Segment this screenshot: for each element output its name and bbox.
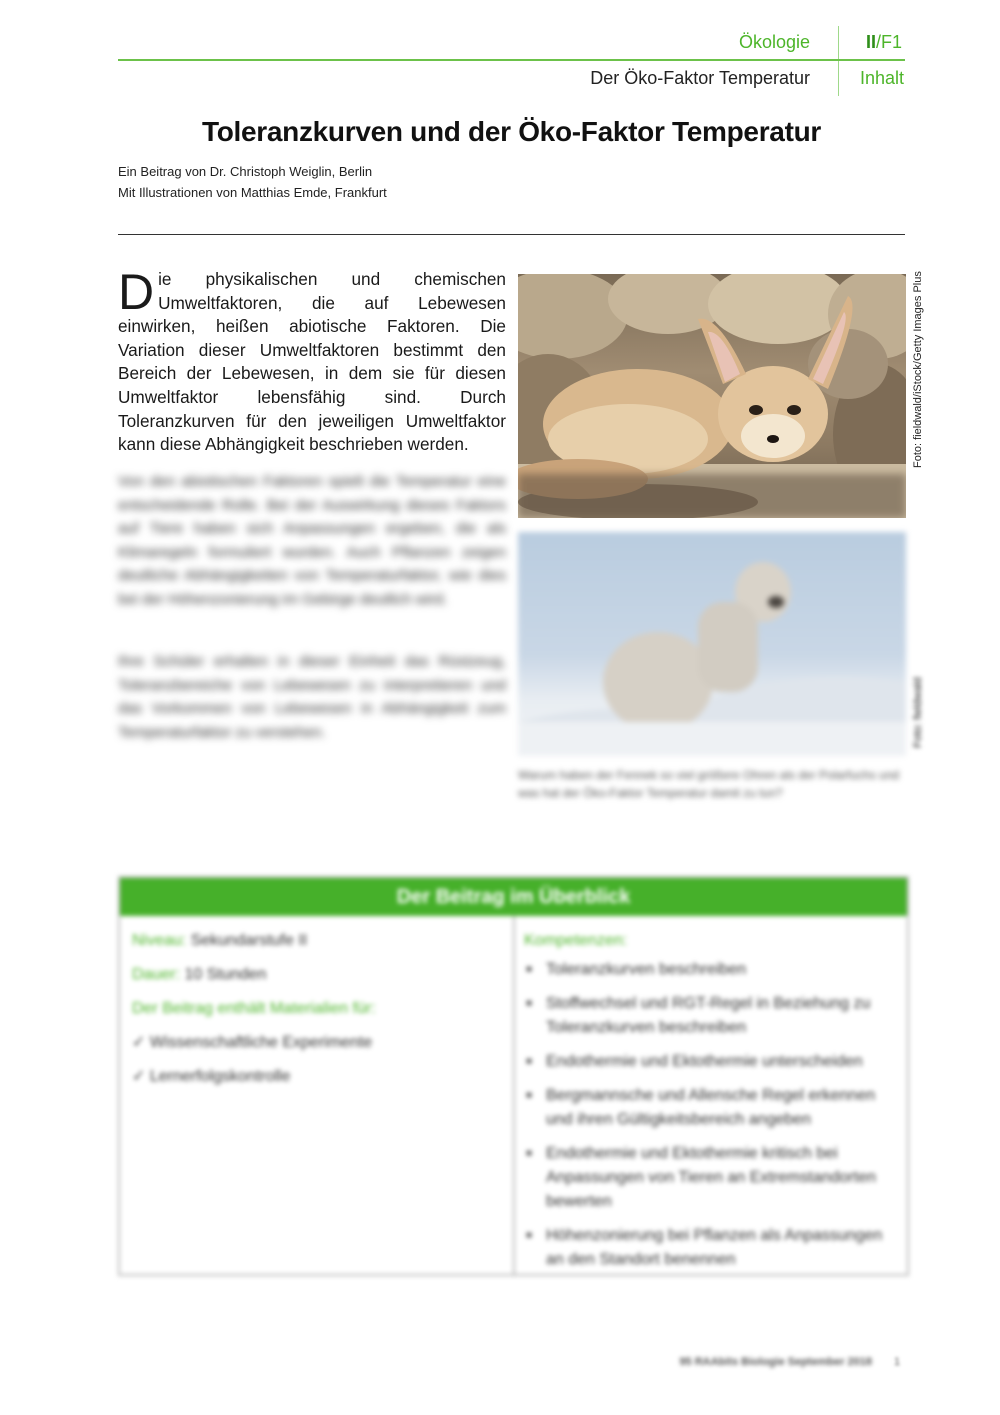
kompetenz-item: ■ Bergmannsche und Allensche Regel erkennen und ihren Gültigkeitsbereich angeben: [524, 1084, 896, 1132]
kompetenz-item: ■ Toleranzkurven beschreiben: [524, 958, 896, 982]
byline-author: Ein Beitrag von Dr. Christoph Weiglin, Berlin: [118, 164, 373, 179]
dauer-label: Dauer:: [132, 966, 181, 983]
page-number: 1: [894, 1356, 901, 1368]
header-separator-top: [838, 26, 839, 59]
fennec-fox-photo: [518, 274, 906, 518]
checkmark-icon: ✓: [132, 1034, 146, 1051]
header-category: Ökologie: [738, 32, 810, 52]
kompetenz-item: ■ Endothermie und Ektothermie kritisch bei Anpassungen von Tieren an Extremstandorten bewerten: [524, 1142, 896, 1214]
header-code-rest: /F1: [876, 32, 903, 52]
kompetenz-item: ■ Höhenzonierung bei Pflanzen als Anpassungen an den Standort benennen: [524, 1224, 896, 1272]
overview-left-column: [132, 924, 502, 1094]
intro-text: ie physikalischen und chemischen Umweltfaktoren, die auf Lebewesen einwirken, heißen abiotische Faktoren. Die Variation dieser Umweltfaktoren bestimmt den Bereich der Lebewesen, in dem sie für diesen Umweltfaktor lebensfähig sind. Durch Toleranzkurven für den jeweiligen Umweltfaktor kann diese Abhängigkeit beschrieben werden.: [118, 269, 506, 455]
photo-caption: Warum haben der Fennek so viel größere Ohren als der Polarfuchs und was hat der Öko-Faktor Temperatur damit zu tun?: [518, 768, 900, 800]
overview-right-column: [524, 924, 896, 1282]
photo-credit-1: Foto: fieldwald/iStock/Getty Images Plus: [912, 271, 924, 468]
title-rule: [118, 234, 905, 235]
niveau-row: [132, 924, 502, 958]
overview-box: [118, 876, 909, 1276]
dauer-row: [132, 958, 502, 992]
byline-illustrator: Mit Illustrationen von Matthias Emde, Frankfurt: [118, 185, 387, 200]
kompetenz-item: ■ Endothermie und Ektothermie unterscheiden: [524, 1050, 896, 1074]
header-separator-bottom: [838, 61, 839, 96]
page-title: Toleranzkurven und der Öko-Faktor Temperatur: [202, 116, 821, 147]
arctic-fox-photo: [518, 532, 906, 756]
kompetenz-item: ■ Stoffwechsel und RGT-Regel in Beziehung zu Toleranzkurven beschreiben: [524, 992, 896, 1040]
kompetenzen-label: Kompetenzen:: [524, 932, 628, 949]
dauer-value: 10 Stunden: [184, 966, 267, 983]
footer-text: 95 RAAbits Biologie September 2018: [679, 1356, 872, 1368]
overview-heading: Der Beitrag im Überblick: [120, 878, 907, 916]
arctic-fox-illustration: [518, 532, 906, 756]
header-code: [866, 32, 902, 53]
intro-paragraph: [118, 264, 506, 457]
body-paragraph-1: Von den abiotischen Faktoren spielt die Temperatur eine entscheidende Rolle. Bei der Auswirkung dieses Faktors auf Tiere haben sich Anpassungen ergeben, die als Klimaregeln formuliert wurden. Auch Pflanzen zeigen deutliche Abhängigkeiten von Temperaturfaktor, wie dies bei der Höhenzonierung im Gebirge deutlich wird.: [118, 473, 506, 608]
header-rule-top: [118, 59, 905, 61]
checkmark-icon: ✓: [132, 1068, 146, 1085]
overview-divider: [513, 916, 515, 1274]
fennec-fox-illustration: [518, 274, 906, 518]
header-inhalt: Inhalt: [860, 68, 905, 88]
header-code-roman: II: [866, 32, 877, 52]
drop-cap: D: [118, 264, 155, 320]
materials-label: Der Beitrag enthält Materialien für:: [132, 1000, 376, 1017]
header-subtitle: Der Öko-Faktor Temperatur: [590, 68, 810, 88]
material-item: ✓ Wissenschaftliche Experimente: [132, 1034, 373, 1051]
photo-credit-2: Foto: fieldwald: [912, 677, 924, 748]
body-paragraph-2: Ihre Schüler erhalten in dieser Einheit das Rüstzeug, Toleranzbereiche von Lebewesen zu interpretieren und das Vorkommen von Lebewesen in Abhängigkeit zum Temperaturfaktor zu verstehen.: [118, 653, 506, 741]
kompetenzen-list: [524, 958, 896, 1272]
material-item: ✓ Lernerfolgskontrolle: [132, 1068, 291, 1085]
niveau-label: Niveau:: [132, 932, 187, 949]
niveau-value: Sekundarstufe II: [190, 932, 308, 949]
